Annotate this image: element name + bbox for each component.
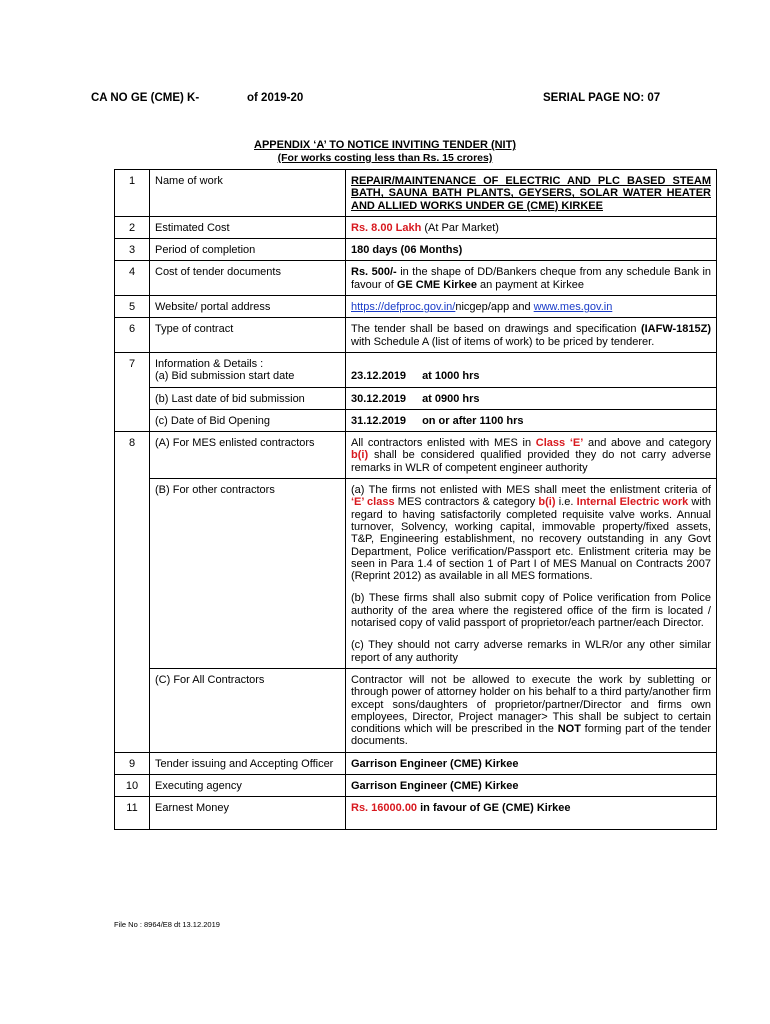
info-details-heading: Information & Details : (155, 357, 264, 370)
mes-enlisted-text: shall be considered qualified provided they do not carry adverse remarks in WLR of competent engineer authority (351, 449, 711, 474)
table-row (115, 774, 717, 796)
all-contractors-value (346, 668, 717, 752)
row-label: Name of work (150, 170, 346, 217)
tender-cost-text-end: an payment at Kirkee (476, 278, 584, 291)
executing-agency-value: Garrison Engineer (CME) Kirkee (346, 774, 717, 796)
table-row (115, 352, 717, 387)
class-e-highlight: ‘E’ class (351, 496, 395, 509)
para-text: Contractor will not be allowed to execute the work by subletting or through power of attorney holder on his behalf to a third party/another firm except sons/daughters of proprietor/partner/Director and firms own employees, Director, Project manager> This shall be subject to certain conditions which will be prescribed in the (351, 673, 711, 736)
mes-enlisted-text: and above and category (583, 437, 711, 450)
row-number: 2 (115, 216, 150, 238)
not-emphasis: NOT (557, 723, 581, 736)
estimated-cost-note: (At Par Market) (421, 221, 499, 234)
defproc-link[interactable]: https://defproc.gov.in/ (351, 301, 456, 314)
document-subtitle: (For works costing less than Rs. 15 crores) (277, 152, 493, 164)
serial-page-number: SERIAL PAGE NO: 07 (543, 92, 661, 104)
para-text: (a) The firms not enlisted with MES shall meet the enlistment criteria of (351, 484, 711, 497)
bid-last-date-label: (b) Last date of bid submission (150, 387, 346, 409)
tender-cost-amount: Rs. 500/- (351, 266, 397, 279)
table-row (115, 409, 717, 431)
bid-start-label: (a) Bid submission start date (155, 370, 295, 383)
category-highlight: b(i) (538, 496, 556, 509)
website-value (346, 296, 717, 318)
row-number: 3 (115, 239, 150, 261)
table-row (115, 239, 717, 261)
earnest-money-amount: Rs. 16000.00 (351, 802, 418, 815)
bid-opening-value (346, 409, 717, 431)
table-row (115, 797, 717, 829)
table-row (115, 479, 717, 669)
internal-electric-highlight: Internal Electric work (576, 496, 689, 509)
bid-start-time: at 1000 hrs (422, 370, 480, 383)
name-of-work-value: REPAIR/MAINTENANCE OF ELECTRIC AND PLC BASED STEAM BATH, SAUNA BATH PLANTS, GEYSERS, SOLAR WATER HEATER AND ALLIED WORKS UNDER GE (CME) KIRKEE (346, 170, 717, 217)
row-number: 9 (115, 752, 150, 774)
estimated-cost-amount: Rs. 8.00 Lakh (351, 221, 422, 234)
nit-table (114, 169, 717, 830)
accepting-officer-value: Garrison Engineer (CME) Kirkee (346, 752, 717, 774)
estimated-cost-value (346, 216, 717, 238)
row-label: Executing agency (150, 774, 346, 796)
document-title: APPENDIX ‘A’ TO NOTICE INVITING TENDER (NIT) (254, 139, 516, 151)
bid-last-date: 30.12.2019 (351, 392, 407, 405)
all-contractors-label: (C) For All Contractors (150, 668, 346, 752)
row-number: 6 (115, 318, 150, 353)
row-number: 4 (115, 261, 150, 296)
class-e-highlight: Class ‘E’ (535, 437, 584, 450)
table-row (115, 318, 717, 353)
period-of-completion-value: 180 days (06 Months) (346, 239, 717, 261)
para-text: i.e. (555, 496, 577, 509)
row-label: Cost of tender documents (150, 261, 346, 296)
contract-type-value (346, 318, 717, 353)
category-highlight: b(i) (351, 449, 369, 462)
tender-cost-value (346, 261, 717, 296)
table-row (115, 170, 717, 217)
row-label: Tender issuing and Accepting Officer (150, 752, 346, 774)
website-path-text: nicgep/app and (455, 301, 534, 314)
bid-last-time: at 0900 hrs (422, 392, 480, 405)
other-contractors-value (346, 479, 717, 669)
contract-type-text: The tender shall be based on drawings and specification (351, 323, 641, 336)
row-label: Website/ portal address (150, 296, 346, 318)
bid-opening-time: on or after 1100 hrs (422, 414, 524, 427)
row-label: Earnest Money (150, 797, 346, 829)
row-number: 1 (115, 170, 150, 217)
table-row (115, 296, 717, 318)
bid-start-date: 23.12.2019 (351, 370, 407, 383)
bid-last-date-value (346, 387, 717, 409)
ca-year: of 2019-20 (247, 92, 304, 104)
bid-opening-label: (c) Date of Bid Opening (150, 409, 346, 431)
mes-enlisted-label: (A) For MES enlisted contractors (150, 432, 346, 479)
table-row (115, 387, 717, 409)
tender-cost-payee: GE CME Kirkee (396, 278, 477, 291)
other-contractors-para-b: (b) These firms shall also submit copy of Police verification from Police authority of the area where the registered office of the firm is located / notarised copy of valid passport of proprietor/each partner/each Director. (351, 592, 711, 630)
para-text: with regard to having satisfactorily completed requisite valve works. Annual turnover, Solvency, working capital, immovable property/fixed assets, T&P, Engineering establishment, no recovery outstanding in any Govt Department, Police verification/Passport etc. Enlistment criteria may be seen in Para 1.4 of section 1 of Part I of MES Manual on Contracts 2007 (Reprint 2012) as available in all MES formations. (351, 496, 711, 583)
mes-enlisted-value (346, 432, 717, 479)
tender-cost-text: in the shape of DD/Bankers cheque from any schedule Bank in favour of (351, 266, 712, 291)
table-row (115, 216, 717, 238)
row-number: 8 (115, 432, 150, 753)
earnest-money-note: in favour of GE (CME) Kirkee (417, 802, 571, 815)
row-label: Period of completion (150, 239, 346, 261)
row-number: 10 (115, 774, 150, 796)
para-text: MES contractors & category (394, 496, 539, 509)
row-number: 11 (115, 797, 150, 829)
mes-website-link[interactable]: www.mes.gov.in (533, 301, 613, 314)
contract-type-text-end: with Schedule A (list of items of work) to be priced by tenderer. (351, 335, 655, 348)
contract-type-code: (IAFW-1815Z) (640, 323, 711, 336)
row-label (150, 352, 346, 387)
row-label: Type of contract (150, 318, 346, 353)
other-contractors-para-a (351, 484, 711, 582)
row-label: Estimated Cost (150, 216, 346, 238)
row-number: 5 (115, 296, 150, 318)
other-contractors-label: (B) For other contractors (150, 479, 346, 669)
bid-start-value (346, 352, 717, 387)
ca-number: CA NO GE (CME) K- (91, 92, 200, 104)
other-contractors-para-c: (c) They should not carry adverse remarks in WLR/or any other similar report of any authority (351, 639, 711, 664)
table-row (115, 432, 717, 479)
mes-enlisted-text: All contractors enlisted with MES in (351, 437, 536, 450)
table-row (115, 261, 717, 296)
row-number: 7 (115, 352, 150, 431)
earnest-money-value (346, 797, 717, 829)
table-row (115, 752, 717, 774)
table-row (115, 668, 717, 752)
bid-opening-date: 31.12.2019 (351, 414, 407, 427)
para-text: forming part of the tender documents. (351, 723, 711, 748)
file-number-footer: File No : 8964/E8 dt 13.12.2019 (114, 920, 220, 929)
